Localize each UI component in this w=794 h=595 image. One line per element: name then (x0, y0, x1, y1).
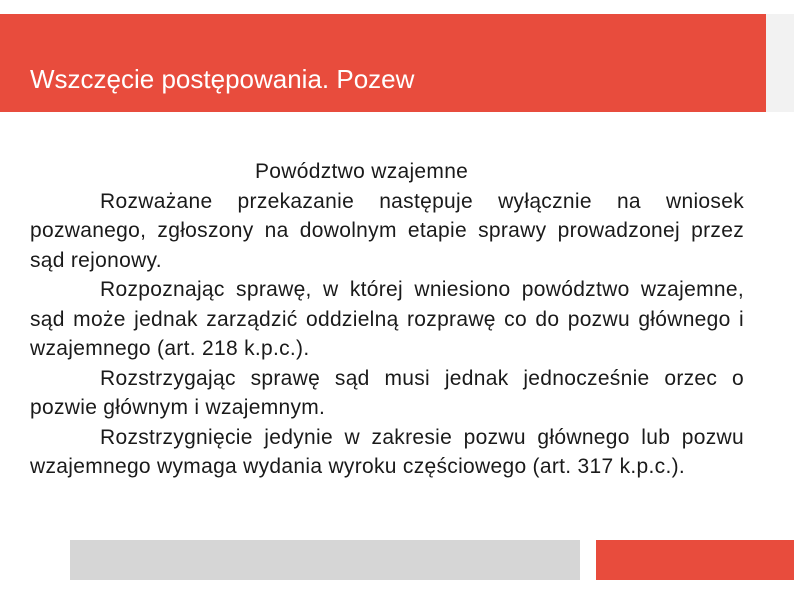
footer-red-bar (596, 540, 794, 580)
paragraph-3: Rozstrzygając sprawę sąd musi jednak jednocześnie orzec o pozwie głównym i wzajemnym. (30, 366, 744, 419)
title-banner (0, 14, 766, 112)
paragraph-2: Rozpoznając sprawę, w której wniesiono powództwo wzajemne, sąd może jednak zarządzić oddzielną rozprawę co do pozwu głównego i wzajemnego (art. 218 k.p.c.). (30, 278, 744, 360)
slide-title: Wszczęcie postępowania. Pozew (30, 64, 415, 94)
slide-body (30, 157, 744, 482)
section-subtitle: Powództwo wzajemne (255, 160, 469, 183)
header-side-accent (766, 14, 794, 112)
paragraph-1: Rozważane przekazanie następuje wyłącznie na wniosek pozwanego, zgłoszony na dowolnym etapie sprawy prowadzonej przez sąd rejonowy. (30, 189, 744, 272)
footer-gray-bar (70, 540, 580, 580)
paragraph-4: Rozstrzygnięcie jedynie w zakresie pozwu głównego lub pozwu wzajemnego wymaga wydania wyroku częściowego (art. 317 k.p.c.). (30, 425, 744, 478)
